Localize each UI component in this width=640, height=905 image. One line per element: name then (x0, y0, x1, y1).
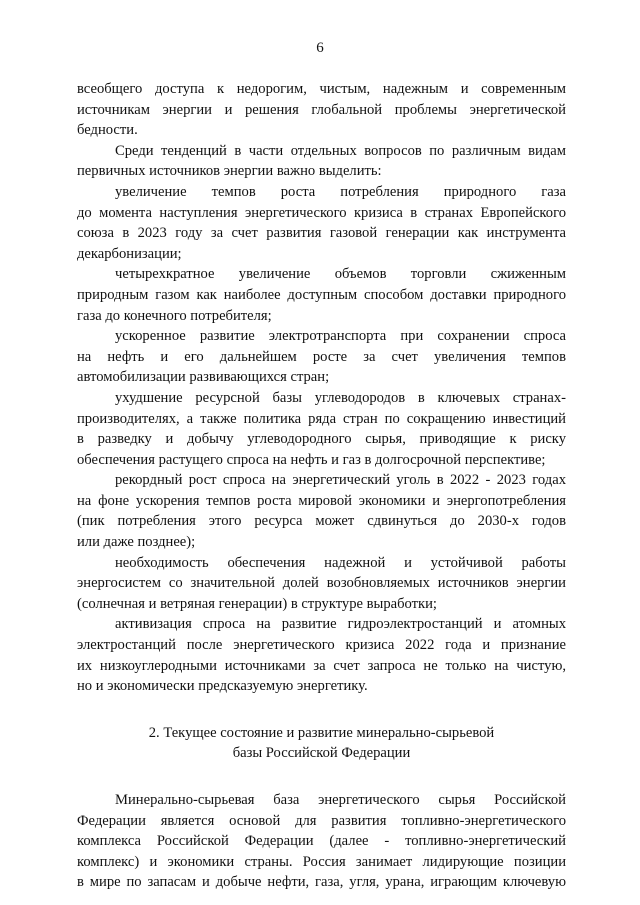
section-heading-line: базы Российской Федерации (232, 745, 411, 762)
text-line: всеобщего доступа к недорогим, чистым, надежным и современным (77, 81, 566, 97)
document-body (77, 79, 566, 893)
text-line: автомобилизации развивающихся стран; (77, 369, 330, 386)
list-item-hydrocarbon-base (77, 388, 566, 470)
text-line: четырехкратное увеличение объемов торговли сжиженным (115, 266, 566, 283)
text-line: активизация спроса на развитие гидроэлектростанций и атомных (115, 616, 566, 633)
text-line: бедности. (77, 122, 138, 139)
paragraph-1 (77, 79, 566, 141)
text-line: ухудшение ресурсной базы углеводородов в ключевых странах- (115, 389, 566, 406)
text-line: природным газом как наиболее доступным способом доставки природного (77, 286, 566, 303)
text-line: на нефть и его дальнейшем росте за счет увеличения темпов (77, 348, 566, 365)
text-line: Минерально-сырьевая база энергетического сырья Российской (115, 792, 566, 808)
list-item-renewables (77, 553, 566, 615)
text-line: источникам энергии и решения глобальной проблемы энергетической (77, 101, 566, 118)
section-body-paragraph (77, 790, 566, 893)
list-item-lng-trade (77, 264, 566, 326)
list-item-gas-consumption (77, 182, 566, 264)
paragraph-2 (77, 141, 566, 182)
text-line: энергосистем со значительной долей возобновляемых источников энергии (77, 575, 566, 592)
text-line: увеличение темпов роста потребления природного газа (115, 183, 566, 200)
text-line: в мире по запасам и добыче нефти, газа, угля, урана, играющим ключевую (77, 874, 566, 891)
text-line: на фоне ускорения темпов роста мировой экономики и энергопотребления (77, 492, 566, 509)
text-line: электростанций после энергетического кризиса 2022 года и признание (77, 637, 566, 654)
spacer (77, 764, 566, 790)
text-line: или даже позднее); (77, 534, 196, 551)
text-line: (пик потребления этого ресурса может сдвинуться до 2030-х годов (77, 513, 566, 530)
text-line: необходимость обеспечения надежной и устойчивой работы (115, 554, 566, 571)
text-line: их низкоуглеродными источниками за счет запроса не только на чистую, (77, 657, 566, 674)
text-line: в разведку и добычу углеводородного сырья, приводящие к риску (77, 431, 566, 448)
text-line: союза в 2023 году за счет развития газовой генерации как инструмента (77, 225, 566, 242)
text-line: ускоренное развитие электротранспорта при сохранении спроса (115, 328, 566, 345)
text-line: Среди тенденций в части отдельных вопросов по различным видам (115, 142, 566, 159)
text-line: комплекса Российской Федерации (далее - топливно-энергетический (77, 833, 566, 850)
list-item-hydro-nuclear (77, 614, 566, 696)
text-line: (солнечная и ветряная генерации) в структуре выработки; (77, 595, 437, 612)
section-heading-line: 2. Текущее состояние и развитие минерально-сырьевой (148, 724, 495, 741)
text-line: рекордный рост спроса на энергетический уголь в 2022 - 2023 годах (115, 472, 566, 489)
text-line: до момента наступления энергетического кризиса в странах Европейского (77, 204, 566, 221)
text-line: Федерации является основой для развития топливно-энергетического (77, 812, 566, 829)
text-line: декарбонизации; (77, 245, 182, 262)
text-line: комплекс) и экономики страны. Россия занимает лидирующие позиции (77, 853, 566, 870)
text-line: производителях, а также политика ряда стран по сокращению инвестиций (77, 410, 566, 427)
text-line: газа до конечного потребителя; (77, 307, 272, 324)
list-item-coal-demand (77, 470, 566, 552)
page-number: 6 (316, 40, 324, 56)
text-line: первичных источников энергии важно выделить: (77, 163, 382, 180)
text-line: обеспечения растущего спроса на нефть и газ в долгосрочной перспективе; (77, 451, 546, 468)
list-item-electric-transport (77, 326, 566, 388)
text-line: но и экономически предсказуемую энергетику. (77, 678, 368, 695)
spacer (77, 697, 566, 723)
section-heading (77, 723, 566, 764)
